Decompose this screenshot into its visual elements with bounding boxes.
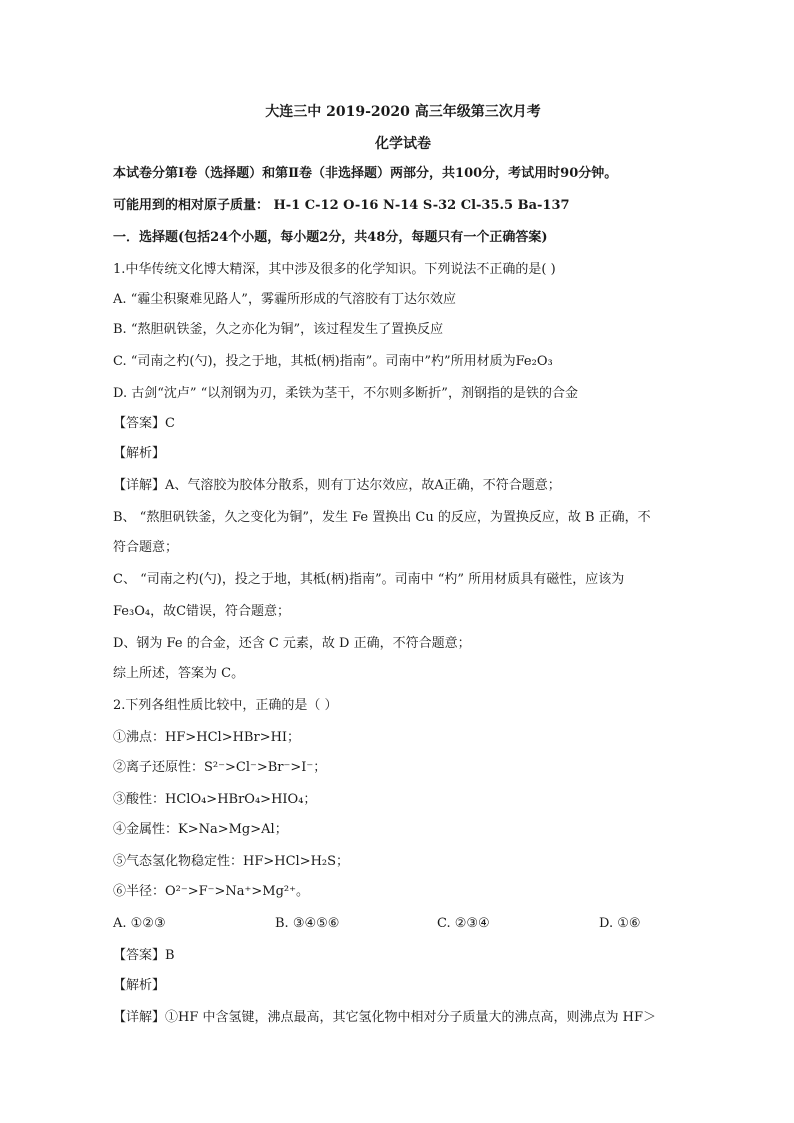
q1-analysis-label: 【解析】 <box>113 446 166 461</box>
q2-option-a: A. ①②③ <box>113 916 166 931</box>
q2-item-4: ④金属性：K>Na>Mg>Al； <box>113 822 288 837</box>
q1-explanation-1: 【详解】A、气溶胶为胶体分散系，则有丁达尔效应，故A正确，不符合题意； <box>113 478 561 493</box>
q1-explanation-2: B、 “熬胆矾铁釜，久之变化为铜”，发生 Fe 置换出 Cu 的反应，为置换反应，故 B 正确，不 <box>113 510 651 525</box>
section-heading: 一．选择题(包括24个小题，每小题2分，共48分，每题只有一个正确答案) <box>113 230 548 245</box>
q1-option-c: C. “司南之杓(勺)，投之于地，其柢(柄)指南”。司南中”杓”所用材质为Fe₂O₃ <box>113 354 553 369</box>
q2-item-5: ⑤气态氢化物稳定性：HF>HCl>H₂S； <box>113 854 350 869</box>
q2-item-2: ②离子还原性：S²⁻>Cl⁻>Br⁻>I⁻； <box>113 760 327 775</box>
q2-answer: 【答案】B <box>113 948 175 963</box>
exam-title: 大连三中 2019-2020 高三年级第三次月考 <box>265 104 541 120</box>
q2-option-b: B. ③④⑤⑥ <box>275 916 340 931</box>
q2-option-d: D. ①⑥ <box>599 916 641 931</box>
atomic-mass-line: 可能用到的相对原子质量： H-1 C-12 O-16 N-14 S-32 Cl-35.5 Ba-137 <box>113 198 570 213</box>
q1-answer: 【答案】C <box>113 416 175 431</box>
exam-subtitle: 化学试卷 <box>375 136 431 152</box>
intro-line: 本试卷分第Ⅰ卷（选择题）和第Ⅱ卷（非选择题）两部分，共100分，考试用时90分钟。 <box>113 166 618 181</box>
q1-explanation-4: C、 “司南之杓(勺)，投之于地，其柢(柄)指南”。司南中 “杓” 所用材质具有磁性，应该为 <box>113 572 625 587</box>
q2-item-1: ①沸点：HF>HCl>HBr>HI； <box>113 730 301 745</box>
q2-explanation-1: 【详解】①HF 中含氢键，沸点最高，其它氢化物中相对分子质量大的沸点高，则沸点为 HF＞ <box>113 1010 656 1025</box>
q1-option-b: B. “熬胆矾铁釜，久之亦化为铜”，该过程发生了置换反应 <box>113 322 444 337</box>
q1-summary: 综上所述，答案为 C。 <box>113 666 245 681</box>
q2-item-6: ⑥半径：O²⁻>F⁻>Na⁺>Mg²⁺。 <box>113 884 309 899</box>
q1-explanation-3: 符合题意； <box>113 540 179 555</box>
q1-explanation-5: Fe₃O₄，故C错误，符合题意； <box>113 604 291 619</box>
q1-stem: 1.中华传统文化博大精深，其中涉及很多的化学知识。下列说法不正确的是( ) <box>113 262 556 277</box>
q1-option-a: A. “霾尘积聚难见路人”，雾霾所形成的气溶胶有丁达尔效应 <box>113 292 456 307</box>
q2-stem: 2.下列各组性质比较中，正确的是（ ） <box>113 698 338 713</box>
q1-option-d: D. 古剑“沈卢” “以剂钢为刃，柔铁为茎干，不尔则多断折”，剂钢指的是铁的合金 <box>113 386 578 401</box>
q2-analysis-label: 【解析】 <box>113 978 166 993</box>
q1-explanation-6: D、钢为 Fe 的合金，还含 C 元素，故 D 正确，不符合题意； <box>113 636 471 651</box>
q2-option-c: C. ②③④ <box>437 916 490 931</box>
q2-item-3: ③酸性：HClO₄>HBrO₄>HIO₄； <box>113 792 317 807</box>
